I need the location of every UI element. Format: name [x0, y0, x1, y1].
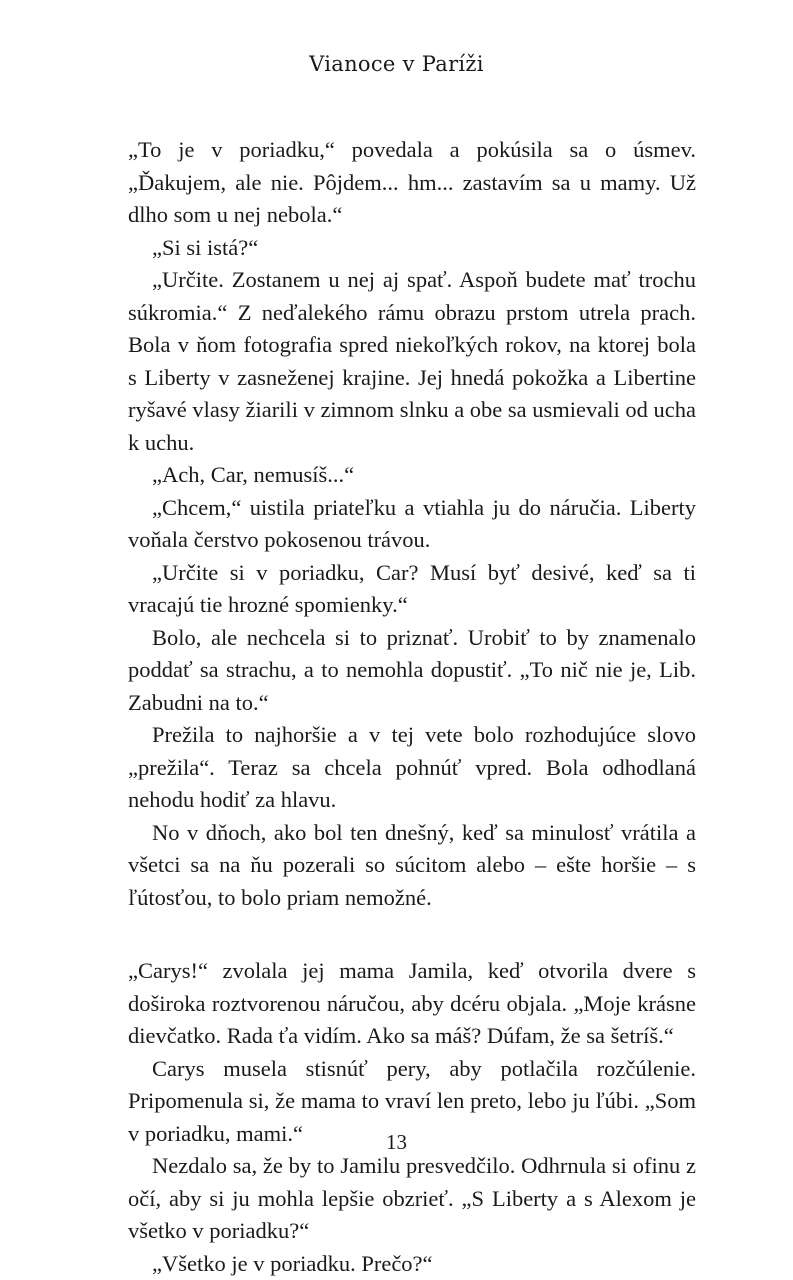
paragraph: „Si si istá?“	[128, 232, 696, 265]
paragraph: „Určite si v poriadku, Car? Musí byť desivé, keď sa ti vracajú tie hrozné spomienky.“	[128, 557, 696, 622]
paragraph: „Určite. Zostanem u nej aj spať. Aspoň budete mať trochu súkromia.“ Z neďalekého rámu obrazu prstom utrela prach. Bola v ňom fotografia spred niekoľkých rokov, na ktorej bola s Liberty v zasneženej krajine. Jej hnedá pokožka a Libertine ryšavé vlasy žiarili v zimnom slnku a obe sa usmievali od ucha k uchu.	[128, 264, 696, 459]
paragraph: „To je v poriadku,“ povedala a pokúsila sa o úsmev. „Ďakujem, ale nie. Pôjdem... hm... zastavím sa u mamy. Už dlho som u nej nebola.“	[128, 134, 696, 232]
paragraph: „Ach, Car, nemusíš...“	[128, 459, 696, 492]
paragraph: No v dňoch, ako bol ten dnešný, keď sa minulosť vrátila a všetci sa na ňu pozerali so súcitom alebo – ešte horšie – s ľútosťou, to bolo priam nemožné.	[128, 817, 696, 915]
section-1	[128, 134, 696, 914]
paragraph: Bolo, ale nechcela si to priznať. Urobiť to by znamenalo poddať sa strachu, a to nemohla dopustiť. „To nič nie je, Lib. Zabudni na to.“	[128, 622, 696, 720]
paragraph: „Carys!“ zvolala jej mama Jamila, keď otvorila dvere s doširoka roztvorenou náručou, aby dcéru objala. „Moje krásne dievčatko. Rada ťa vidím. Ako sa máš? Dúfam, že sa šetríš.“	[128, 955, 696, 1053]
paragraph: Carys musela stisnúť pery, aby potlačila rozčúlenie. Pripomenula si, že mama to vraví len preto, lebo ju ľúbi. „Som v poriadku, mami.“	[128, 1053, 696, 1151]
running-head: Vianoce v Paríži	[0, 52, 793, 76]
paragraph: Prežila to najhoršie a v tej vete bolo rozhodujúce slovo „prežila“. Teraz sa chcela pohnúť vpred. Bola odhodlaná nehodu hodiť za hlavu.	[128, 719, 696, 817]
paragraph: Nezdalo sa, že by to Jamilu presvedčilo. Odhrnula si ofinu z očí, aby si ju mohla lepšie obzrieť. „S Liberty a s Alexom je všetko v poriadku?“	[128, 1150, 696, 1248]
paragraph: „Chcem,“ uistila priateľku a vtiahla ju do náručia. Liberty voňala čerstvo pokosenou trávou.	[128, 492, 696, 557]
body-text	[128, 134, 696, 1280]
section-2	[128, 955, 696, 1280]
paragraph: „Všetko je v poriadku. Prečo?“	[128, 1248, 696, 1280]
section-break	[128, 914, 696, 955]
page-number: 13	[0, 1130, 793, 1155]
